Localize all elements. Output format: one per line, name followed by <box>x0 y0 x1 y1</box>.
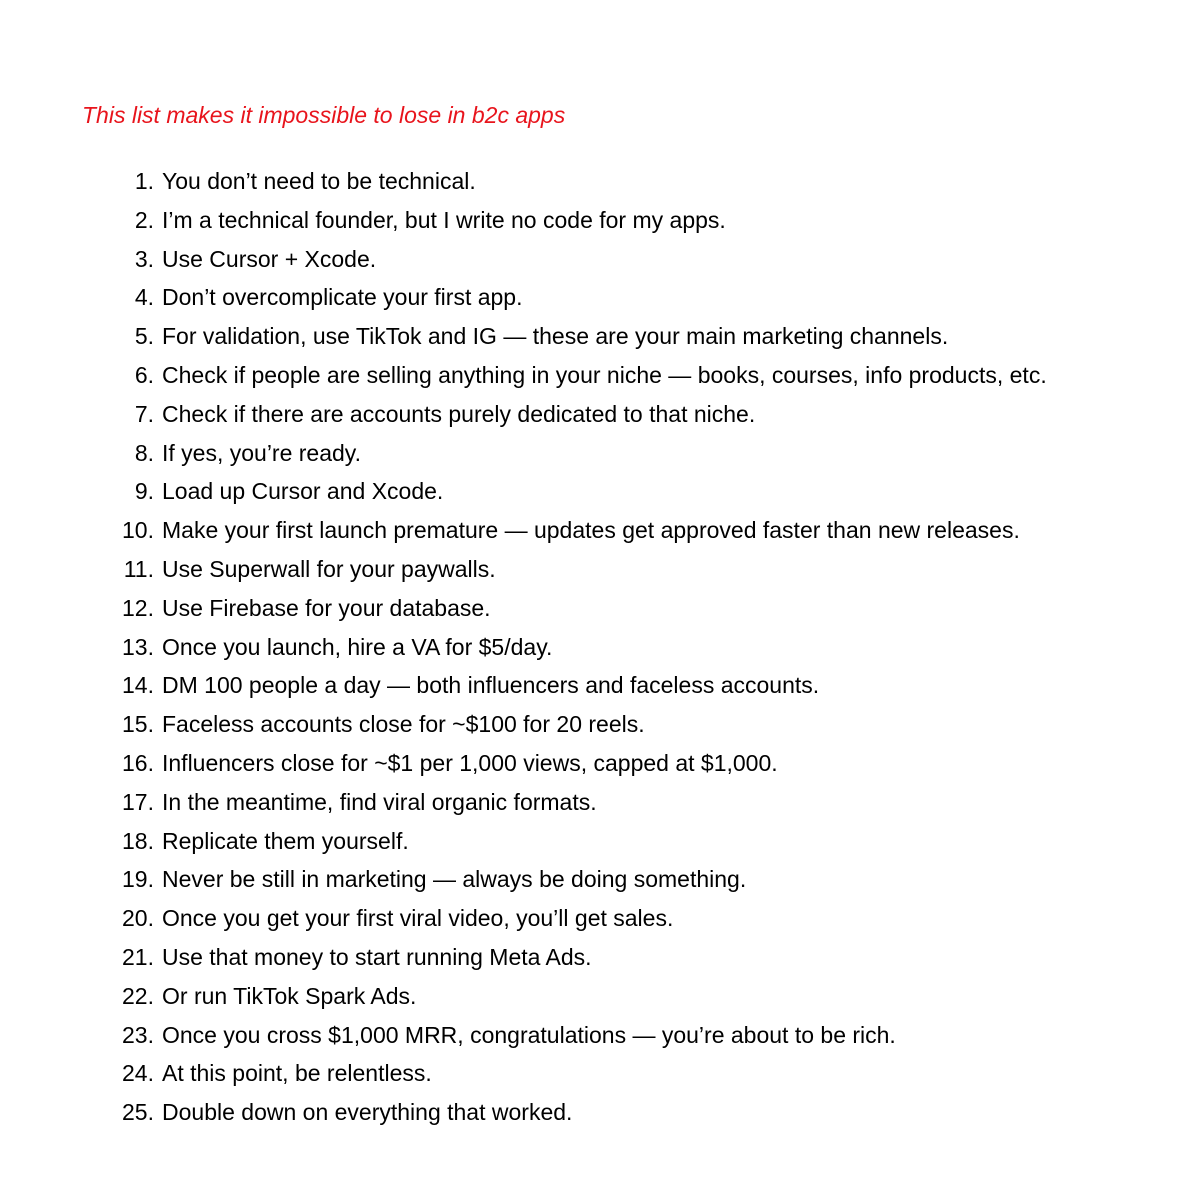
list-item-text: Don’t overcomplicate your first app. <box>162 284 523 311</box>
list-item-number: 4. <box>134 284 154 311</box>
list-item-text: Use that money to start running Meta Ads. <box>162 943 592 970</box>
list-item-number: 13. <box>122 633 154 660</box>
list-item-text: Double down on everything that worked. <box>162 1099 573 1126</box>
list-item-number: 5. <box>134 323 154 350</box>
list-item-number: 25. <box>122 1099 154 1126</box>
list-item-number: 3. <box>134 245 154 272</box>
list-item-number: 10. <box>122 517 154 544</box>
list-item-number: 21. <box>122 943 154 970</box>
list-item-number: 19. <box>122 866 154 893</box>
list-item-text: Check if there are accounts purely dedicated to that niche. <box>162 400 756 427</box>
list-item-number: 15. <box>122 711 154 738</box>
list-item-text: You don’t need to be technical. <box>162 168 476 194</box>
list-item-text: Once you cross $1,000 MRR, congratulations — you’re about to be rich. <box>162 1021 896 1048</box>
list-item-number: 9. <box>134 478 154 505</box>
list-item-number: 6. <box>134 361 154 388</box>
list-item-number: 11. <box>123 555 154 582</box>
list-item-number: 16. <box>122 749 154 776</box>
list-item-number: 1. <box>134 168 154 194</box>
list-item-number: 8. <box>134 439 154 466</box>
list-item-text: I’m a technical founder, but I write no code for my apps. <box>162 206 726 233</box>
list-item-text: Use Firebase for your database. <box>162 594 491 621</box>
list-item-text: Make your first launch premature — updates get approved faster than new releases. <box>162 517 1020 544</box>
list-item-number: 23. <box>122 1021 154 1048</box>
list-item-number: 17. <box>122 788 154 815</box>
list-item-text: For validation, use TikTok and IG — these are your main marketing channels. <box>162 323 949 350</box>
document-heading: This list makes it impossible to lose in b2c apps <box>82 102 566 128</box>
list-item-text: Check if people are selling anything in your niche — books, courses, info products, etc. <box>162 361 1047 388</box>
list-item-text: Use Cursor + Xcode. <box>162 245 377 272</box>
list-item-text: Use Superwall for your paywalls. <box>162 555 496 582</box>
list-item-text: Replicate them yourself. <box>162 827 409 854</box>
list-item-text: Faceless accounts close for ~$100 for 20 reels. <box>162 711 645 738</box>
list-item-text: In the meantime, find viral organic formats. <box>162 788 597 815</box>
list-item-text: Load up Cursor and Xcode. <box>162 478 444 505</box>
list-item-number: 18. <box>122 827 154 854</box>
list-item-text: Once you get your first viral video, you’ll get sales. <box>162 905 674 932</box>
list-item-number: 12. <box>122 594 154 621</box>
list-item-number: 7. <box>134 400 154 427</box>
list-item-number: 2. <box>134 206 154 233</box>
list-item-number: 24. <box>122 1060 154 1087</box>
list-item-number: 20. <box>122 905 154 932</box>
list-item-text: Never be still in marketing — always be doing something. <box>162 866 747 893</box>
list-item-text: At this point, be relentless. <box>162 1060 432 1087</box>
list-item-text: If yes, you’re ready. <box>162 439 361 466</box>
list-item-text: Once you launch, hire a VA for $5/day. <box>162 633 553 660</box>
list-item-text: Or run TikTok Spark Ads. <box>162 982 417 1009</box>
list-item-number: 14. <box>122 672 154 699</box>
list-item-number: 22. <box>122 982 154 1009</box>
list-item-text: DM 100 people a day — both influencers and faceless accounts. <box>162 672 820 699</box>
list-item-text: Influencers close for ~$1 per 1,000 views, capped at $1,000. <box>162 749 778 776</box>
